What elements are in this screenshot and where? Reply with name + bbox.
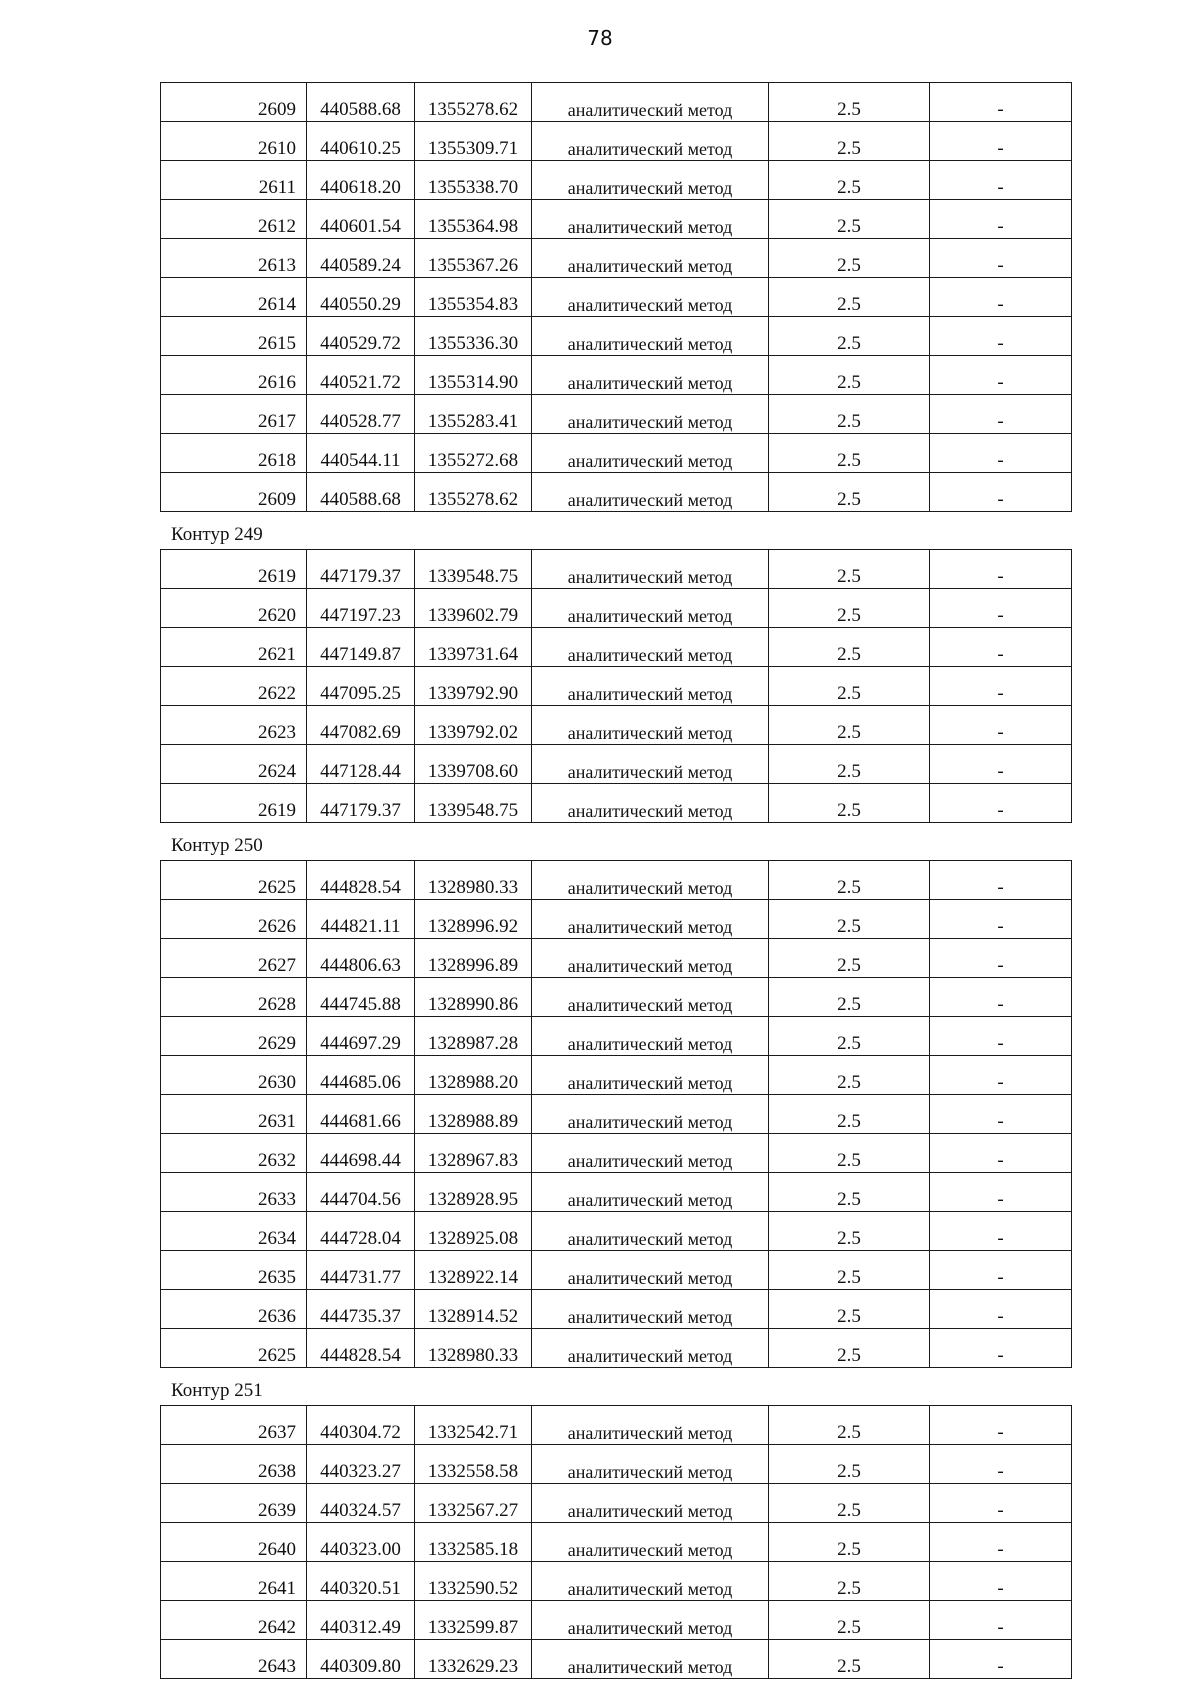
x-coordinate-cell: 440588.68 <box>307 473 415 512</box>
y-coordinate-cell: 1339792.90 <box>415 667 532 706</box>
y-coordinate-cell: 1332590.52 <box>415 1562 532 1601</box>
y-coordinate-cell: 1339708.60 <box>415 745 532 784</box>
method-cell: аналитический метод <box>532 1445 769 1484</box>
y-coordinate-cell: 1355367.26 <box>415 239 532 278</box>
y-coordinate-cell: 1328996.92 <box>415 900 532 939</box>
table-row <box>161 239 1072 278</box>
accuracy-cell: 2.5 <box>769 1640 930 1679</box>
note-cell: - <box>930 861 1072 900</box>
x-coordinate-cell: 444731.77 <box>307 1251 415 1290</box>
coordinates-table <box>160 549 1072 823</box>
table-row <box>161 122 1072 161</box>
method-cell: аналитический метод <box>532 395 769 434</box>
point-number-cell: 2633 <box>161 1173 307 1212</box>
note-cell: - <box>930 122 1072 161</box>
accuracy-cell: 2.5 <box>769 83 930 122</box>
point-number-cell: 2619 <box>161 550 307 589</box>
point-number-cell: 2640 <box>161 1523 307 1562</box>
method-cell: аналитический метод <box>532 1484 769 1523</box>
method-cell: аналитический метод <box>532 1017 769 1056</box>
point-number-cell: 2634 <box>161 1212 307 1251</box>
x-coordinate-cell: 440323.00 <box>307 1523 415 1562</box>
note-cell: - <box>930 745 1072 784</box>
accuracy-cell: 2.5 <box>769 1329 930 1368</box>
table-row <box>161 83 1072 122</box>
accuracy-cell: 2.5 <box>769 1406 930 1445</box>
accuracy-cell: 2.5 <box>769 1484 930 1523</box>
note-cell: - <box>930 83 1072 122</box>
accuracy-cell: 2.5 <box>769 1134 930 1173</box>
accuracy-cell: 2.5 <box>769 628 930 667</box>
y-coordinate-cell: 1328990.86 <box>415 978 532 1017</box>
contour-label: Контур 249 <box>171 524 263 545</box>
coordinates-table <box>160 1405 1072 1679</box>
y-coordinate-cell: 1328988.20 <box>415 1056 532 1095</box>
y-coordinate-cell: 1339548.75 <box>415 784 532 823</box>
x-coordinate-cell: 440550.29 <box>307 278 415 317</box>
point-number-cell: 2620 <box>161 589 307 628</box>
table-row <box>161 1406 1072 1445</box>
y-coordinate-cell: 1355336.30 <box>415 317 532 356</box>
x-coordinate-cell: 440544.11 <box>307 434 415 473</box>
y-coordinate-cell: 1328914.52 <box>415 1290 532 1329</box>
accuracy-cell: 2.5 <box>769 861 930 900</box>
point-number-cell: 2609 <box>161 473 307 512</box>
method-cell: аналитический метод <box>532 1173 769 1212</box>
y-coordinate-cell: 1355364.98 <box>415 200 532 239</box>
point-number-cell: 2616 <box>161 356 307 395</box>
method-cell: аналитический метод <box>532 667 769 706</box>
point-number-cell: 2618 <box>161 434 307 473</box>
method-cell: аналитический метод <box>532 356 769 395</box>
point-number-cell: 2635 <box>161 1251 307 1290</box>
accuracy-cell: 2.5 <box>769 395 930 434</box>
x-coordinate-cell: 440529.72 <box>307 317 415 356</box>
method-cell: аналитический метод <box>532 1212 769 1251</box>
point-number-cell: 2612 <box>161 200 307 239</box>
y-coordinate-cell: 1328996.89 <box>415 939 532 978</box>
table-row <box>161 1290 1072 1329</box>
accuracy-cell: 2.5 <box>769 1095 930 1134</box>
y-coordinate-cell: 1332542.71 <box>415 1406 532 1445</box>
table-row <box>161 1017 1072 1056</box>
accuracy-cell: 2.5 <box>769 1056 930 1095</box>
point-number-cell: 2621 <box>161 628 307 667</box>
method-cell: аналитический метод <box>532 1251 769 1290</box>
point-number-cell: 2622 <box>161 667 307 706</box>
method-cell: аналитический метод <box>532 83 769 122</box>
accuracy-cell: 2.5 <box>769 239 930 278</box>
y-coordinate-cell: 1328925.08 <box>415 1212 532 1251</box>
x-coordinate-cell: 444704.56 <box>307 1173 415 1212</box>
method-cell: аналитический метод <box>532 978 769 1017</box>
point-number-cell: 2628 <box>161 978 307 1017</box>
note-cell: - <box>930 706 1072 745</box>
x-coordinate-cell: 440588.68 <box>307 83 415 122</box>
y-coordinate-cell: 1355272.68 <box>415 434 532 473</box>
accuracy-cell: 2.5 <box>769 1251 930 1290</box>
point-number-cell: 2615 <box>161 317 307 356</box>
point-number-cell: 2636 <box>161 1290 307 1329</box>
accuracy-cell: 2.5 <box>769 667 930 706</box>
point-number-cell: 2609 <box>161 83 307 122</box>
x-coordinate-cell: 440324.57 <box>307 1484 415 1523</box>
accuracy-cell: 2.5 <box>769 1523 930 1562</box>
note-cell: - <box>930 1173 1072 1212</box>
y-coordinate-cell: 1355354.83 <box>415 278 532 317</box>
table-row <box>161 589 1072 628</box>
accuracy-cell: 2.5 <box>769 1601 930 1640</box>
x-coordinate-cell: 444685.06 <box>307 1056 415 1095</box>
note-cell: - <box>930 239 1072 278</box>
x-coordinate-cell: 444728.04 <box>307 1212 415 1251</box>
note-cell: - <box>930 161 1072 200</box>
accuracy-cell: 2.5 <box>769 978 930 1017</box>
point-number-cell: 2610 <box>161 122 307 161</box>
x-coordinate-cell: 444745.88 <box>307 978 415 1017</box>
accuracy-cell: 2.5 <box>769 278 930 317</box>
table-row <box>161 1095 1072 1134</box>
x-coordinate-cell: 440320.51 <box>307 1562 415 1601</box>
point-number-cell: 2641 <box>161 1562 307 1601</box>
table-row <box>161 1251 1072 1290</box>
x-coordinate-cell: 440610.25 <box>307 122 415 161</box>
note-cell: - <box>930 1251 1072 1290</box>
method-cell: аналитический метод <box>532 1562 769 1601</box>
accuracy-cell: 2.5 <box>769 784 930 823</box>
x-coordinate-cell: 447179.37 <box>307 550 415 589</box>
y-coordinate-cell: 1355278.62 <box>415 83 532 122</box>
x-coordinate-cell: 440618.20 <box>307 161 415 200</box>
point-number-cell: 2614 <box>161 278 307 317</box>
x-coordinate-cell: 440312.49 <box>307 1601 415 1640</box>
note-cell: - <box>930 1445 1072 1484</box>
table-row <box>161 200 1072 239</box>
table-row <box>161 356 1072 395</box>
y-coordinate-cell: 1332629.23 <box>415 1640 532 1679</box>
note-cell: - <box>930 1017 1072 1056</box>
note-cell: - <box>930 628 1072 667</box>
table-row <box>161 939 1072 978</box>
note-cell: - <box>930 1484 1072 1523</box>
method-cell: аналитический метод <box>532 239 769 278</box>
table-row <box>161 1134 1072 1173</box>
note-cell: - <box>930 1095 1072 1134</box>
x-coordinate-cell: 440309.80 <box>307 1640 415 1679</box>
note-cell: - <box>930 1329 1072 1368</box>
note-cell: - <box>930 200 1072 239</box>
coordinates-table <box>160 82 1072 512</box>
point-number-cell: 2642 <box>161 1601 307 1640</box>
table-row <box>161 1445 1072 1484</box>
point-number-cell: 2632 <box>161 1134 307 1173</box>
method-cell: аналитический метод <box>532 434 769 473</box>
point-number-cell: 2626 <box>161 900 307 939</box>
table-row <box>161 1601 1072 1640</box>
point-number-cell: 2643 <box>161 1640 307 1679</box>
y-coordinate-cell: 1339792.02 <box>415 706 532 745</box>
x-coordinate-cell: 440601.54 <box>307 200 415 239</box>
note-cell: - <box>930 784 1072 823</box>
y-coordinate-cell: 1328980.33 <box>415 1329 532 1368</box>
contour-label: Контур 250 <box>171 835 263 856</box>
accuracy-cell: 2.5 <box>769 900 930 939</box>
method-cell: аналитический метод <box>532 200 769 239</box>
table-row <box>161 1523 1072 1562</box>
point-number-cell: 2639 <box>161 1484 307 1523</box>
note-cell: - <box>930 278 1072 317</box>
note-cell: - <box>930 473 1072 512</box>
table-row <box>161 978 1072 1017</box>
x-coordinate-cell: 444698.44 <box>307 1134 415 1173</box>
note-cell: - <box>930 1406 1072 1445</box>
y-coordinate-cell: 1332558.58 <box>415 1445 532 1484</box>
note-cell: - <box>930 589 1072 628</box>
point-number-cell: 2613 <box>161 239 307 278</box>
method-cell: аналитический метод <box>532 161 769 200</box>
table-row <box>161 706 1072 745</box>
x-coordinate-cell: 440528.77 <box>307 395 415 434</box>
accuracy-cell: 2.5 <box>769 200 930 239</box>
note-cell: - <box>930 1212 1072 1251</box>
note-cell: - <box>930 667 1072 706</box>
accuracy-cell: 2.5 <box>769 434 930 473</box>
coordinates-document <box>160 82 1071 1679</box>
accuracy-cell: 2.5 <box>769 473 930 512</box>
accuracy-cell: 2.5 <box>769 356 930 395</box>
table-row <box>161 900 1072 939</box>
coordinates-table <box>160 860 1072 1368</box>
x-coordinate-cell: 444806.63 <box>307 939 415 978</box>
table-row <box>161 1173 1072 1212</box>
method-cell: аналитический метод <box>532 745 769 784</box>
y-coordinate-cell: 1332567.27 <box>415 1484 532 1523</box>
point-number-cell: 2611 <box>161 161 307 200</box>
page-number: 78 <box>587 26 613 50</box>
method-cell: аналитический метод <box>532 861 769 900</box>
table-row <box>161 861 1072 900</box>
y-coordinate-cell: 1339731.64 <box>415 628 532 667</box>
x-coordinate-cell: 440589.24 <box>307 239 415 278</box>
table-row <box>161 745 1072 784</box>
method-cell: аналитический метод <box>532 1290 769 1329</box>
note-cell: - <box>930 317 1072 356</box>
accuracy-cell: 2.5 <box>769 1173 930 1212</box>
point-number-cell: 2624 <box>161 745 307 784</box>
note-cell: - <box>930 550 1072 589</box>
table-row <box>161 550 1072 589</box>
note-cell: - <box>930 1290 1072 1329</box>
point-number-cell: 2625 <box>161 1329 307 1368</box>
method-cell: аналитический метод <box>532 122 769 161</box>
note-cell: - <box>930 1056 1072 1095</box>
method-cell: аналитический метод <box>532 706 769 745</box>
table-row <box>161 1329 1072 1368</box>
method-cell: аналитический метод <box>532 1056 769 1095</box>
point-number-cell: 2631 <box>161 1095 307 1134</box>
y-coordinate-cell: 1332599.87 <box>415 1601 532 1640</box>
accuracy-cell: 2.5 <box>769 1562 930 1601</box>
note-cell: - <box>930 939 1072 978</box>
y-coordinate-cell: 1328988.89 <box>415 1095 532 1134</box>
x-coordinate-cell: 444697.29 <box>307 1017 415 1056</box>
table-row <box>161 1484 1072 1523</box>
method-cell: аналитический метод <box>532 1640 769 1679</box>
contour-label: Контур 251 <box>171 1380 263 1401</box>
table-row <box>161 434 1072 473</box>
accuracy-cell: 2.5 <box>769 550 930 589</box>
table-row <box>161 317 1072 356</box>
table-row <box>161 278 1072 317</box>
y-coordinate-cell: 1355314.90 <box>415 356 532 395</box>
x-coordinate-cell: 447128.44 <box>307 745 415 784</box>
accuracy-cell: 2.5 <box>769 589 930 628</box>
x-coordinate-cell: 444821.11 <box>307 900 415 939</box>
method-cell: аналитический метод <box>532 628 769 667</box>
point-number-cell: 2630 <box>161 1056 307 1095</box>
note-cell: - <box>930 1601 1072 1640</box>
table-row <box>161 161 1072 200</box>
table-row <box>161 667 1072 706</box>
table-row <box>161 1056 1072 1095</box>
y-coordinate-cell: 1332585.18 <box>415 1523 532 1562</box>
table-row <box>161 1212 1072 1251</box>
y-coordinate-cell: 1339548.75 <box>415 550 532 589</box>
note-cell: - <box>930 1640 1072 1679</box>
accuracy-cell: 2.5 <box>769 122 930 161</box>
method-cell: аналитический метод <box>532 1329 769 1368</box>
method-cell: аналитический метод <box>532 317 769 356</box>
x-coordinate-cell: 444681.66 <box>307 1095 415 1134</box>
table-row <box>161 395 1072 434</box>
table-row <box>161 1640 1072 1679</box>
point-number-cell: 2623 <box>161 706 307 745</box>
y-coordinate-cell: 1339602.79 <box>415 589 532 628</box>
x-coordinate-cell: 440323.27 <box>307 1445 415 1484</box>
note-cell: - <box>930 1523 1072 1562</box>
accuracy-cell: 2.5 <box>769 745 930 784</box>
accuracy-cell: 2.5 <box>769 317 930 356</box>
method-cell: аналитический метод <box>532 278 769 317</box>
method-cell: аналитический метод <box>532 939 769 978</box>
note-cell: - <box>930 395 1072 434</box>
note-cell: - <box>930 434 1072 473</box>
point-number-cell: 2619 <box>161 784 307 823</box>
point-number-cell: 2637 <box>161 1406 307 1445</box>
table-row <box>161 628 1072 667</box>
method-cell: аналитический метод <box>532 1095 769 1134</box>
point-number-cell: 2627 <box>161 939 307 978</box>
method-cell: аналитический метод <box>532 1523 769 1562</box>
table-row <box>161 473 1072 512</box>
y-coordinate-cell: 1355309.71 <box>415 122 532 161</box>
x-coordinate-cell: 444828.54 <box>307 861 415 900</box>
y-coordinate-cell: 1328928.95 <box>415 1173 532 1212</box>
note-cell: - <box>930 356 1072 395</box>
y-coordinate-cell: 1328980.33 <box>415 861 532 900</box>
y-coordinate-cell: 1328987.28 <box>415 1017 532 1056</box>
x-coordinate-cell: 444828.54 <box>307 1329 415 1368</box>
accuracy-cell: 2.5 <box>769 706 930 745</box>
method-cell: аналитический метод <box>532 1406 769 1445</box>
note-cell: - <box>930 900 1072 939</box>
method-cell: аналитический метод <box>532 900 769 939</box>
accuracy-cell: 2.5 <box>769 1445 930 1484</box>
x-coordinate-cell: 447149.87 <box>307 628 415 667</box>
accuracy-cell: 2.5 <box>769 161 930 200</box>
x-coordinate-cell: 440304.72 <box>307 1406 415 1445</box>
method-cell: аналитический метод <box>532 589 769 628</box>
x-coordinate-cell: 440521.72 <box>307 356 415 395</box>
x-coordinate-cell: 447197.23 <box>307 589 415 628</box>
accuracy-cell: 2.5 <box>769 939 930 978</box>
y-coordinate-cell: 1328967.83 <box>415 1134 532 1173</box>
accuracy-cell: 2.5 <box>769 1212 930 1251</box>
x-coordinate-cell: 447179.37 <box>307 784 415 823</box>
table-row <box>161 1562 1072 1601</box>
point-number-cell: 2617 <box>161 395 307 434</box>
x-coordinate-cell: 447082.69 <box>307 706 415 745</box>
point-number-cell: 2625 <box>161 861 307 900</box>
x-coordinate-cell: 447095.25 <box>307 667 415 706</box>
method-cell: аналитический метод <box>532 1134 769 1173</box>
method-cell: аналитический метод <box>532 784 769 823</box>
y-coordinate-cell: 1355283.41 <box>415 395 532 434</box>
note-cell: - <box>930 1562 1072 1601</box>
method-cell: аналитический метод <box>532 1601 769 1640</box>
y-coordinate-cell: 1355278.62 <box>415 473 532 512</box>
accuracy-cell: 2.5 <box>769 1290 930 1329</box>
point-number-cell: 2629 <box>161 1017 307 1056</box>
method-cell: аналитический метод <box>532 550 769 589</box>
point-number-cell: 2638 <box>161 1445 307 1484</box>
accuracy-cell: 2.5 <box>769 1017 930 1056</box>
y-coordinate-cell: 1328922.14 <box>415 1251 532 1290</box>
method-cell: аналитический метод <box>532 473 769 512</box>
y-coordinate-cell: 1355338.70 <box>415 161 532 200</box>
x-coordinate-cell: 444735.37 <box>307 1290 415 1329</box>
note-cell: - <box>930 1134 1072 1173</box>
table-row <box>161 784 1072 823</box>
note-cell: - <box>930 978 1072 1017</box>
